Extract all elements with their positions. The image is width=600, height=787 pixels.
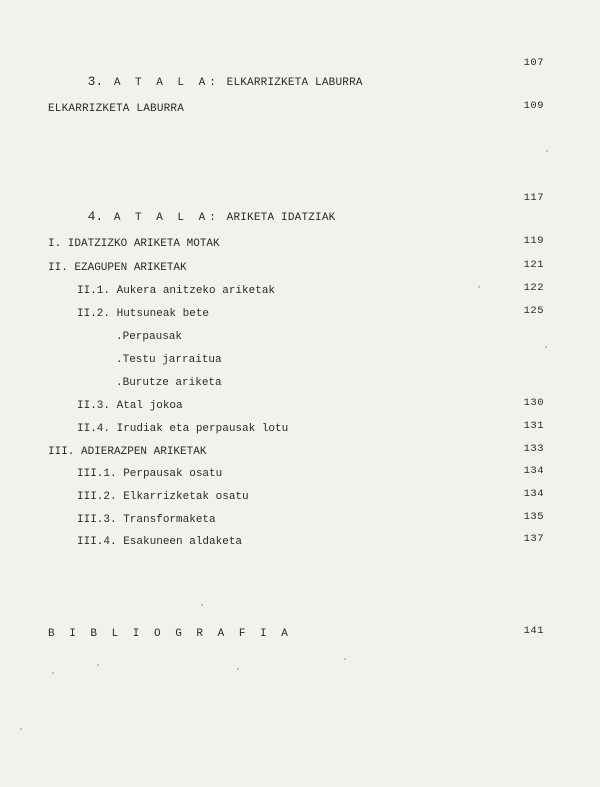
paper-speck (237, 668, 239, 670)
bibliography-label: B I B L I O G R A F I A (48, 628, 292, 640)
toc-entry-page: 137 (523, 533, 544, 545)
toc-entry (0, 306, 600, 322)
toc-entry-page: 133 (523, 443, 544, 455)
toc-entry-label: III.4. Esakuneen aldaketa (77, 536, 243, 548)
part-3-title: ELKARRIZKETA LABURRA (219, 77, 363, 89)
part-4-number: 4. (87, 209, 104, 224)
part-4-heading: A T A L A: (103, 212, 220, 224)
toc-entry-label: III.3. Transformaketa (77, 514, 216, 526)
toc-entry (0, 489, 600, 505)
paper-speck (545, 346, 547, 348)
paper-speck (478, 286, 480, 288)
toc-entry (0, 329, 600, 345)
toc-entry-elkarrizketa (0, 101, 600, 117)
toc-entry-label: III. ADIERAZPEN ARIKETAK (48, 446, 207, 458)
toc-entry-page: 135 (523, 511, 544, 523)
paper-speck (546, 150, 548, 152)
paper-speck (97, 664, 99, 666)
toc-entry (0, 534, 600, 550)
toc-entry-label: .Perpausak (116, 331, 183, 343)
toc-entry-label: II.3. Atal jokoa (77, 400, 183, 412)
toc-entry-label: II.4. Irudiak eta perpausak lotu (77, 423, 289, 435)
toc-entry (0, 398, 600, 414)
toc-entry-page: 122 (523, 282, 544, 294)
toc-entry-label: III.2. Elkarrizketak osatu (77, 491, 249, 503)
toc-entry-label: .Testu jarraitua (116, 354, 222, 366)
toc-entry (0, 466, 600, 482)
toc-entry (0, 512, 600, 528)
toc-entry-page: 109 (523, 100, 544, 112)
part-3-heading: A T A L A: (103, 77, 220, 89)
toc-entry-page: 134 (523, 465, 544, 477)
toc-part-4 (0, 192, 600, 224)
toc-entry (0, 352, 600, 368)
toc-entry-label: ELKARRIZKETA LABURRA (48, 103, 185, 115)
part-4-title: ARIKETA IDATZIAK (219, 212, 336, 224)
toc-entry (0, 260, 600, 276)
toc-entry-label: .Burutze ariketa (116, 377, 222, 389)
toc-entry (0, 283, 600, 299)
toc-entry-label: II.1. Aukera anitzeko ariketak (77, 285, 276, 297)
toc-entry-page: 121 (523, 259, 544, 271)
part-4-page: 117 (523, 192, 544, 204)
toc-entry (0, 236, 600, 252)
paper-speck (201, 604, 203, 606)
paper-speck (344, 658, 346, 660)
toc-entry-page: 134 (523, 488, 544, 500)
toc-entry-label: III.1. Perpausak osatu (77, 468, 223, 480)
paper-speck (20, 728, 22, 730)
toc-entry (0, 421, 600, 437)
toc-entry (0, 444, 600, 460)
toc-bibliography (0, 626, 600, 642)
toc-entry-label: I. IDATZIZKO ARIKETA MOTAK (48, 238, 220, 250)
toc-entry-page: 130 (523, 397, 544, 409)
bibliography-page: 141 (523, 625, 544, 637)
toc-entry-page: 125 (523, 305, 544, 317)
toc-entry-page: 119 (523, 235, 544, 247)
paper-speck (52, 672, 54, 674)
toc-part-3 (0, 57, 600, 89)
toc-entry-label: II. EZAGUPEN ARIKETAK (48, 262, 187, 274)
toc-entry (0, 375, 600, 391)
part-3-number: 3. (87, 74, 104, 89)
toc-entry-label: II.2. Hutsuneak bete (77, 308, 210, 320)
toc-entry-page: 131 (523, 420, 544, 432)
part-3-page: 107 (523, 57, 544, 69)
